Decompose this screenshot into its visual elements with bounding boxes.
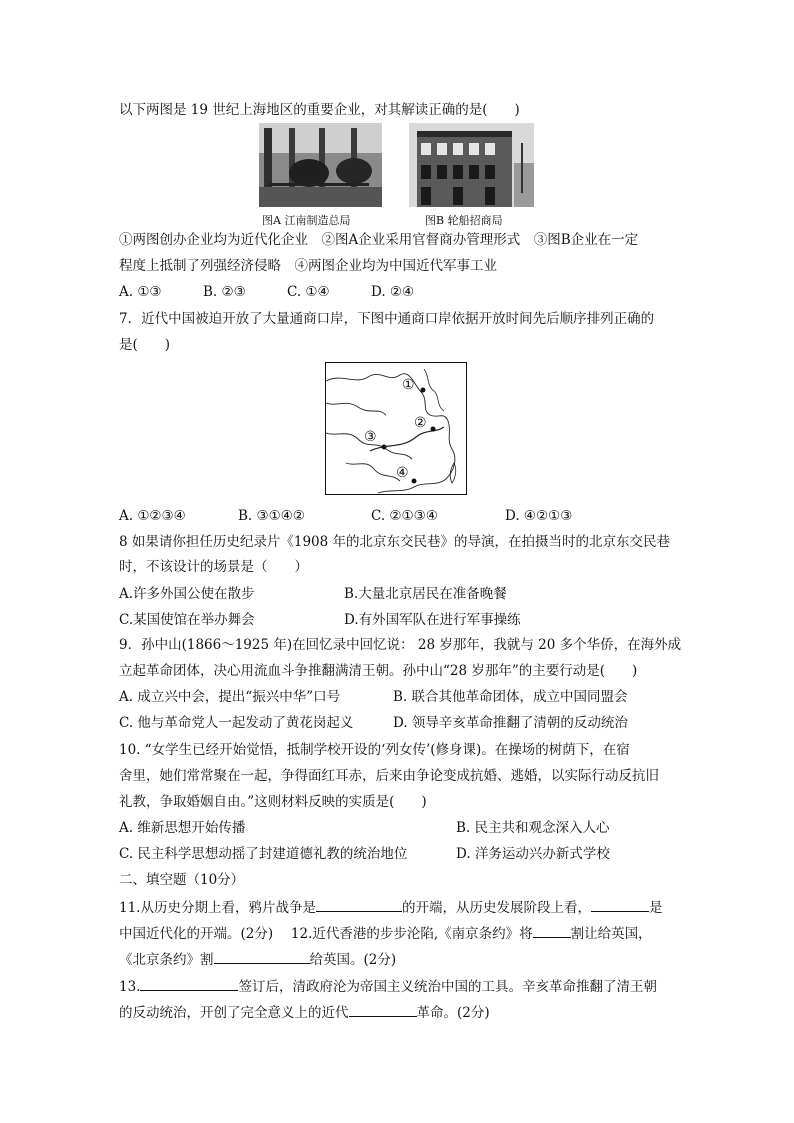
caption-figure-a: 图A 江南制造总局 — [262, 214, 351, 227]
q6-stem: 以下两图是 19 世纪上海地区的重要企业，对其解读正确的是( ) — [119, 102, 520, 118]
q7-stem-line2: 是( ) — [119, 337, 171, 353]
q13-line1 — [119, 976, 657, 996]
jiangnan-arsenal-photo — [259, 123, 382, 207]
q13-text-a: 13. — [119, 979, 141, 995]
q6-statements-line1: ①两图创办企业均为近代化企业 ②图A企业采用官督商办管理形式 ③图B企业在一定 — [119, 232, 639, 248]
q6-option-b[interactable]: B. ②③ — [203, 284, 246, 300]
q8-option-d[interactable]: D.有外国军队在进行军事操练 — [344, 612, 521, 628]
q7-stem-line1: 7．近代中国被迫开放了大量通商口岸，下图中通商口岸依据开放时间先后顺序排列正确的 — [119, 311, 655, 327]
q6-statements-line2: 程度上抵制了列强经济侵略 ④两图企业均为中国近代军事工业 — [119, 258, 497, 274]
q10-stem-line3: 礼教，争取婚姻自由。”这则材料反映的实质是( ) — [119, 794, 427, 810]
q13-text-c: 的反动统治，开创了完全意义上的近代 — [119, 1005, 349, 1021]
q11-text-b: 的开端，从历史发展阶段上看， — [401, 900, 591, 916]
q13-line2 — [119, 1002, 490, 1022]
q11-text-a: 11.从历史分期上看，鸦片战争是 — [119, 900, 316, 916]
q11-blank-1[interactable] — [316, 897, 402, 912]
q8-stem-line1: 8 如果请你担任历史纪录片《1908 年的北京东交民巷》的导演，在拍摄当时的北京东交民巷 — [119, 534, 671, 550]
map-label-4: ④ — [396, 465, 409, 481]
q6-option-d[interactable]: D. ②④ — [371, 284, 415, 300]
china-ports-map — [325, 362, 467, 495]
q6-option-a[interactable]: A. ①③ — [119, 284, 162, 300]
q10-stem-line1: 10. “女学生已经开始觉悟，抵制学校开设的‘列女传’(修身课)。在操场的树荫下，在宿 — [119, 742, 630, 758]
q12-blank-1[interactable] — [533, 923, 571, 938]
q13-blank-1[interactable] — [140, 976, 238, 991]
section-heading-fill-in: 二、填空题（10分） — [119, 872, 245, 888]
q12-text-f: 《北京条约》割 — [119, 952, 214, 968]
q10-option-a[interactable]: A. 维新思想开始传播 — [119, 820, 246, 836]
q11-text-c: 是 — [648, 900, 663, 916]
q10-option-d[interactable]: D. 洋务运动兴办新式学校 — [456, 846, 610, 862]
q10-stem-line2: 舍里，她们常常聚在一起，争得面红耳赤，后来由争论变成抗婚、逃婚，以实际行动反抗旧 — [119, 768, 659, 784]
q11-blank-2[interactable] — [591, 897, 649, 912]
q12-line3 — [119, 949, 396, 969]
q9-option-b[interactable]: B. 联合其他革命团体，成立中国同盟会 — [393, 689, 628, 705]
q12-text-e: 割让给英国， — [570, 926, 652, 942]
q6-option-c[interactable]: C. ①④ — [287, 284, 330, 300]
q7-option-d[interactable]: D. ④②①③ — [505, 508, 573, 524]
caption-figure-b: 图B 轮船招商局 — [425, 214, 503, 227]
q9-option-d[interactable]: D. 领导辛亥革命推翻了清朝的反动统治 — [393, 715, 628, 731]
q12-text-g: 给英国。(2分) — [309, 952, 397, 968]
q13-text-b: 签订后，清政府沦为帝国主义统治中国的工具。辛亥革命推翻了清王朝 — [238, 979, 657, 995]
q8-option-c[interactable]: C.某国使馆在举办舞会 — [119, 612, 255, 628]
q9-option-a[interactable]: A. 成立兴中会，提出“振兴中华”口号 — [119, 689, 341, 705]
q9-stem-line1: 9．孙中山(1866～1925 年)在回忆录中回忆说： 28 岁那年，我就与 20 多个华侨，在海外成 — [119, 637, 682, 653]
q8-stem-line2: 时，不该设计的场景是（ ） — [119, 559, 308, 575]
q11-text-d: 中国近代化的开端。(2分) 12.近代香港的步步沦陷,《南京条约》将 — [119, 926, 533, 942]
q8-option-a[interactable]: A.许多外国公使在散步 — [119, 586, 255, 602]
q11-line1 — [119, 897, 662, 917]
q8-option-b[interactable]: B.大量北京居民在准备晚餐 — [344, 586, 507, 602]
map-label-2: ② — [414, 415, 427, 431]
q12-blank-2[interactable] — [214, 949, 310, 964]
q10-option-b[interactable]: B. 民主共和观念深入人心 — [456, 820, 610, 836]
q9-option-c[interactable]: C. 他与革命党人一起发动了黄花岗起义 — [119, 715, 354, 731]
q7-option-c[interactable]: C. ②①③④ — [371, 508, 438, 524]
merchants-steam-navigation-photo — [409, 123, 534, 207]
q9-stem-line2: 立起革命团体，决心用流血斗争推翻满清王朝。孙中山“28 岁那年”的主要行动是( ) — [119, 663, 638, 679]
q13-blank-2[interactable] — [349, 1002, 417, 1017]
q7-option-b[interactable]: B. ③①④② — [238, 508, 305, 524]
map-label-3: ③ — [364, 429, 377, 445]
map-label-1: ① — [402, 377, 415, 393]
q10-option-c[interactable]: C. 民主科学思想动摇了封建道德礼教的统治地位 — [119, 846, 408, 862]
q7-option-a[interactable]: A. ①②③④ — [119, 508, 186, 524]
q13-text-d: 革命。(2分) — [416, 1005, 490, 1021]
q11-line2 — [119, 923, 652, 943]
